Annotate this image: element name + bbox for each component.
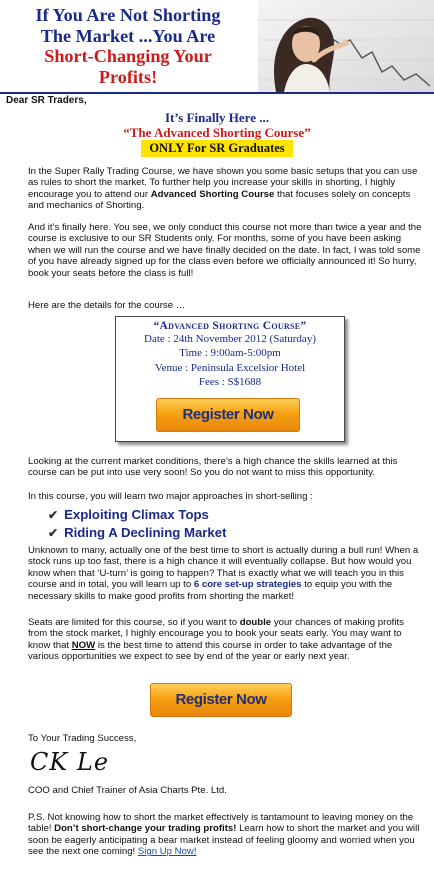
intro-text-bold: Advanced Shorting Course — [150, 188, 275, 200]
intro-paragraph — [28, 166, 422, 212]
headline-line-4: Profits! — [98, 66, 158, 87]
announcement-paragraph: And it’s finally here. You see, we only conduct this course not more than twice a year and the course is exclusive to our SR Students only. For months, some of you have been asking when we will run the course and we have finally decided on the date. In fact, I was told some of you have already signed up for the class even before we officially announced it! So hurry, book your seats before the class is full! — [28, 222, 422, 279]
headline-line-3: Short-Changing Your — [44, 46, 212, 66]
ps-text-c: Learn how to short the market and you will soon be eagerly anticipating a bear market instead of feeling gloomy and worried when you see the next one coming! — [28, 823, 420, 858]
seats-text-c: your chances of making profits from the stock market, I highly encourage you to book your seats early. You may want to know that — [28, 617, 404, 651]
headline-line-1: If You Are Not Shorting — [35, 5, 221, 25]
register-now-button-2[interactable]: Register Now — [150, 683, 292, 717]
announce-highlight: ONLY For SR Graduates — [141, 140, 292, 157]
bullet-label: Riding A Declining Market — [64, 525, 227, 540]
seats-text-double: double — [239, 617, 272, 628]
market-paragraph: Looking at the current market conditions, there’s a high chance the skills learned at this course can be put into use very soon! So you do not want to miss this opportunity. — [28, 456, 398, 479]
bullet-label: Exploiting Climax Tops — [64, 507, 209, 522]
closing-line: To Your Trading Success, — [28, 733, 137, 744]
checkmark-icon: ✔ — [48, 526, 59, 540]
approaches-intro: In this course, you will learn two major approaches in short-selling : — [28, 491, 313, 502]
course-venue: Venue : Peninsula Excelsior Hotel — [154, 361, 306, 374]
register-now-button[interactable]: Register Now — [156, 398, 300, 432]
headline-line-2: The Market ...You Are — [40, 25, 216, 46]
list-item — [48, 506, 226, 524]
strategy-text-a: Unknown to many, actually one of the best time to short is actually during a bull run! When a stock runs up too fast, there is a high chance it will eventually collapse. But how would you know when that ‘U-turn’ is going to happen? That is exactly what we will teach you in this course and in total, you will learn up to — [28, 545, 419, 591]
approach-list — [48, 506, 226, 542]
strategy-text-bold: 6 core set-up strategies — [193, 579, 302, 591]
course-time: Time : 9:00am-5:00pm — [179, 347, 281, 360]
announce-line-1: It’s Finally Here ... — [165, 110, 269, 125]
header-banner — [0, 0, 434, 94]
details-intro: Here are the details for the course … — [28, 300, 186, 311]
ps-text-a: P.S. Not knowing how to short the market effectively is tantamount to leaving money on the table! — [28, 812, 414, 835]
seats-text-now: NOW — [71, 639, 96, 651]
seats-text-e: is the best time to attend this course in order to take advantage of the various opportunities we expect to see by end of the year or early next year. — [28, 639, 393, 663]
headline — [12, 5, 244, 87]
checkmark-icon: ✔ — [48, 508, 59, 522]
announce-line-3-wrap — [0, 140, 434, 157]
strategy-text-c: to equip you with the necessary skills to make good profits from shorting the market! — [28, 579, 393, 602]
announce-line-2: “The Advanced Shorting Course” — [123, 125, 311, 140]
trader-photo — [258, 0, 434, 92]
strategy-paragraph — [28, 545, 424, 602]
course-date: Date : 24th November 2012 (Saturday) — [144, 333, 316, 345]
signature: CK Le — [30, 748, 110, 776]
ps-text-bold: Don’t short-change your trading profits! — [54, 823, 237, 835]
list-item — [48, 524, 226, 542]
sign-up-now-link[interactable]: Sign Up Now! — [137, 846, 197, 858]
seats-text-a: Seats are limited for this course, so if you want to — [28, 617, 240, 628]
salutation: Dear SR Traders, — [6, 95, 87, 106]
intro-text-a: In the Super Rally Trading Course, we have shown you some basic setups that you can use as rules to short the market. To further help you increase your skills in shorting, I highly encourage you to attend our — [28, 166, 418, 200]
course-fees: Fees : S$1688 — [198, 376, 262, 389]
course-title: “Advanced Shorting Course” — [153, 320, 307, 332]
signoff-title: COO and Chief Trainer of Asia Charts Pte. Ltd. — [28, 785, 227, 796]
ps-paragraph — [28, 812, 424, 858]
seats-paragraph — [28, 617, 424, 663]
intro-text-c: that focuses solely on concepts and mechanics of Shorting. — [28, 188, 411, 212]
